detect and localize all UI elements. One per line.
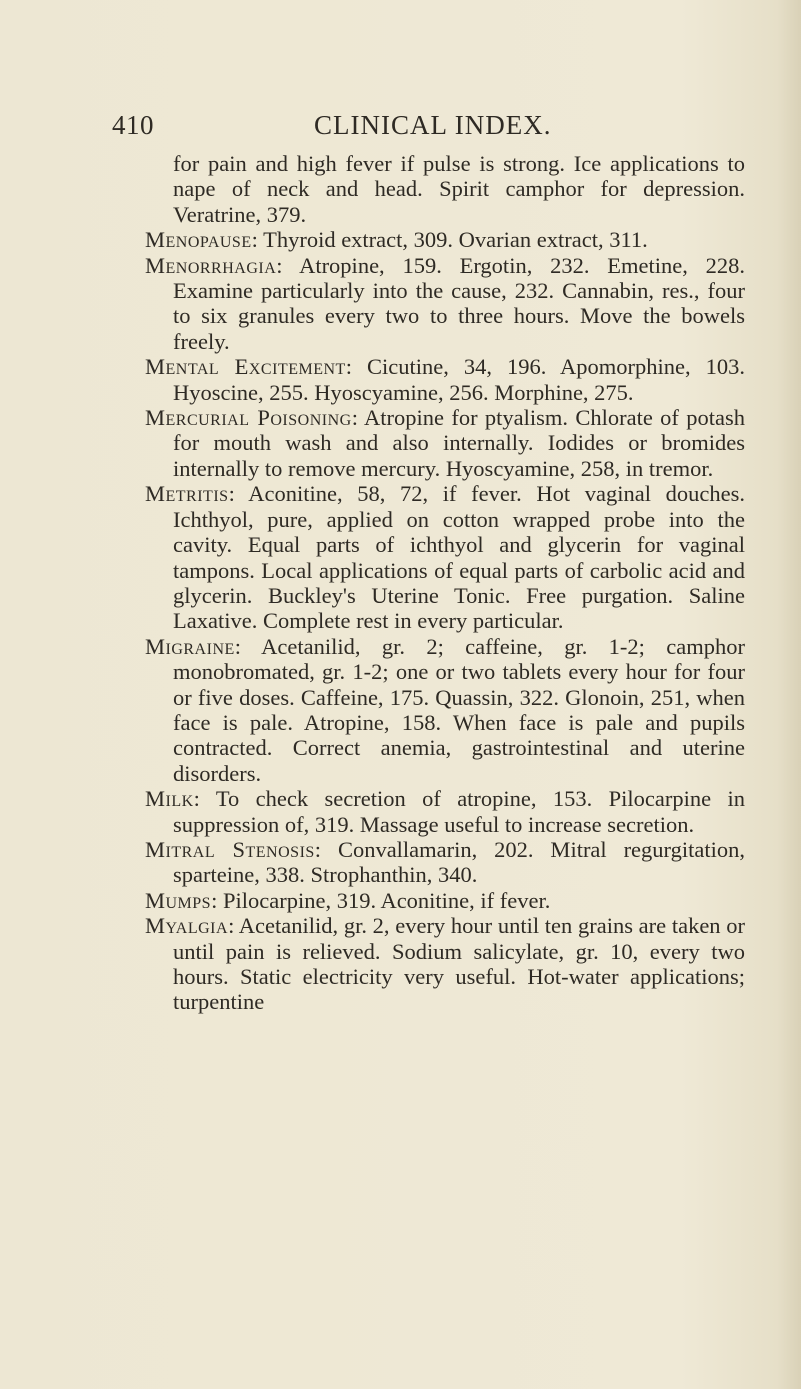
entry-term: Mercurial Poisoning bbox=[145, 405, 352, 431]
index-entry-mental-excitement bbox=[145, 354, 745, 405]
running-title: CLINICAL INDEX. bbox=[314, 110, 552, 140]
entry-text: : Acetanilid, gr. 2; caffeine, gr. 1-2; camphor monobromated, gr. 1-2; one or two tablets every hour for four or five doses. Caffeine, 175. Quassin, 322. Glonoin, 251, when face is pale. Atropine, 158. When face is pale and pupils contracted. Correct anemia, gastrointestinal and uterine disorders. bbox=[173, 633, 745, 786]
index-entry-mumps bbox=[145, 888, 745, 913]
entry-term: Mitral Stenosis bbox=[145, 836, 315, 862]
index-entry-migraine bbox=[145, 634, 745, 786]
entry-text: : Thyroid extract, 309. Ovarian extract, 311. bbox=[251, 227, 648, 253]
entry-text: for pain and high fever if pulse is strong. Ice applications to nape of neck and head. Spirit camphor for depression. Veratrine, 379. bbox=[173, 151, 745, 227]
entry-term: Metritis bbox=[145, 481, 229, 507]
entry-term: Mumps bbox=[145, 887, 212, 913]
entry-text: : Convallamarin, 202. Mitral regurgitation, sparteine, 338. Strophanthin, 340. bbox=[173, 836, 745, 888]
entry-term: Milk bbox=[145, 786, 194, 812]
index-entry-menopause bbox=[145, 227, 745, 252]
entry-text: : To check secretion of atropine, 153. Pilocarpine in suppression of, 319. Massage useful to increase secretion. bbox=[173, 786, 745, 837]
entry-text: : Acetanilid, gr. 2, every hour until ten grains are taken or until pain is relieved. Sodium salicylate, gr. 10, every two hours. Static electricity very useful. Hot-water applications; turpentine bbox=[173, 913, 745, 1015]
index-entries bbox=[145, 151, 745, 1015]
index-entry-mitral-stenosis bbox=[145, 837, 745, 888]
page-header bbox=[112, 110, 742, 150]
entry-text: : Aconitine, 58, 72, if fever. Hot vaginal douches. Ichthyol, pure, applied on cotton wrapped probe into the cavity. Equal parts of ichthyol and glycerin for vaginal tampons. Local applications of equal parts of carbolic acid and glycerin. Buckley's Uterine Tonic. Free purgation. Saline Laxative. Complete rest in every particular. bbox=[173, 481, 745, 634]
index-entry-milk bbox=[145, 786, 745, 837]
index-entry-mercurial-poisoning bbox=[145, 405, 745, 481]
index-entry-continued bbox=[145, 151, 745, 227]
index-entry-myalgia bbox=[145, 913, 745, 1015]
entry-text: : Atropine for ptyalism. Chlorate of potash for mouth wash and also internally. Iodides or bromides internally to remove mercury. Hyoscyamine, 258, in tremor. bbox=[173, 405, 745, 481]
index-entry-metritis bbox=[145, 481, 745, 633]
entry-term: Myalgia bbox=[145, 913, 229, 939]
page-number: 410 bbox=[112, 110, 154, 140]
entry-text: : Atropine, 159. Ergotin, 232. Emetine, 228. Examine particularly into the cause, 232. Cannabin, res., four to six granules every two to three hours. Move the bowels freely. bbox=[173, 252, 745, 354]
entry-text: : Cicutine, 34, 196. Apomorphine, 103. Hyoscine, 255. Hyoscyamine, 256. Morphine, 275. bbox=[173, 354, 745, 405]
entry-term: Menorrhagia bbox=[145, 252, 277, 278]
index-entry-menorrhagia bbox=[145, 253, 745, 355]
entry-term: Menopause bbox=[145, 227, 252, 253]
entry-term: Mental Excitement bbox=[145, 354, 346, 380]
entry-term: Migraine bbox=[145, 633, 235, 659]
entry-text: : Pilocarpine, 319. Aconitine, if fever. bbox=[211, 887, 551, 913]
